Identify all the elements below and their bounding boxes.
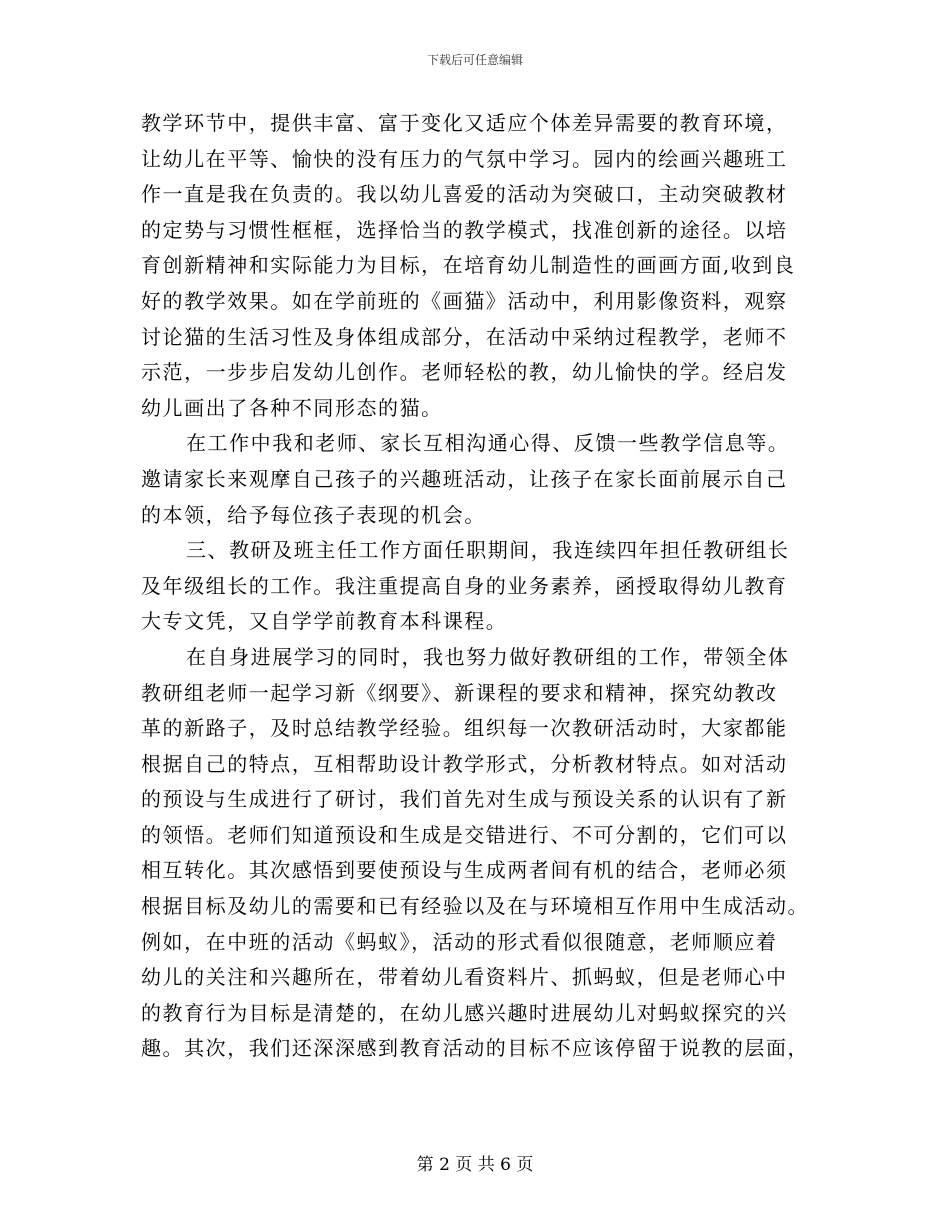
- text-line: 让幼儿在平等、愉快的没有压力的气氛中学习。园内的绘画兴趣班工: [141, 146, 788, 171]
- text-line: 讨论猫的生活习性及身体组成部分，在活动中采纳过程教学，老师不: [141, 324, 788, 349]
- text-line: 好的教学效果。如在学前班的《画猫》活动中，利用影像资料，观察: [141, 288, 788, 313]
- text-line: 革的新路子，及时总结教学经验。组织每一次教研活动时，大家都能: [141, 716, 788, 741]
- text-line: 示范，一步步启发幼儿创作。老师轻松的教，幼儿愉快的学。经启发: [141, 360, 788, 385]
- page-header-note: 下载后可任意编辑: [426, 53, 523, 67]
- text-line: 的教育行为目标是清楚的，在幼儿感兴趣时进展幼儿对蚂蚁探究的兴: [141, 1000, 788, 1025]
- text-line: 趣。其次，我们还深深感到教育活动的目标不应该停留于说教的层面，: [141, 1036, 810, 1061]
- text-line: 育创新精神和实际能力为目标，在培育幼儿制造性的画画方面,收到良: [141, 253, 796, 278]
- text-line: 根据自己的特点，互相帮助设计教学形式，分析教材特点。如对活动: [141, 751, 788, 776]
- text-line: 例如，在中班的活动《蚂蚁》，活动的形式看似很随意，老师顺应着: [141, 929, 778, 954]
- text-line: 的本领，给予每位孩子表现的机会。: [141, 502, 486, 527]
- paragraph-start-line: 在自身进展学习的同时，我也努力做好教研组的工作，带领全体: [186, 644, 790, 669]
- text-line: 教学环节中，提供丰富、富于变化又适应个体差异需要的教育环境，: [141, 111, 788, 135]
- text-line: 作一直是我在负责的。我以幼儿喜爱的活动为突破口，主动突破教材: [141, 182, 788, 207]
- text-line: 及年级组长的工作。我注重提高自身的业务素养，函授取得幼儿教育: [141, 573, 788, 598]
- text-line: 相互转化。其次感悟到要使预设与生成两者间有机的结合，老师必须: [141, 858, 788, 883]
- text-line: 根据目标及幼儿的需要和已有经验以及在与环境相互作用中生成活动。: [141, 894, 810, 919]
- text-line: 的领悟。老师们知道预设和生成是交错进行、不可分割的，它们可以: [141, 822, 788, 847]
- page-number-footer: 第 2 页 共 6 页: [416, 1155, 534, 1175]
- text-line: 的预设与生成进行了研讨，我们首先对生成与预设关系的认识有了新: [141, 787, 788, 812]
- text-line: 教研组老师一起学习新《纲要》、新课程的要求和精神，探究幼教改: [141, 680, 778, 705]
- text-line: 大专文凭，又自学学前教育本科课程。: [141, 609, 508, 634]
- text-line: 幼儿的关注和兴趣所在，带着幼儿看资料片、抓蚂蚁，但是老师心中: [141, 965, 788, 990]
- text-line: 邀请家长来观摩自己孩子的兴趣班活动，让孩子在家长面前展示自己: [141, 466, 788, 491]
- text-line: 幼儿画出了各种不同形态的猫。: [141, 395, 443, 420]
- paragraph-start-line: 在工作中我和老师、家长互相沟通心得、反馈一些教学信息等。: [186, 431, 790, 456]
- paragraph-start-line: 三、教研及班主任工作方面任职期间，我连续四年担任教研组长: [186, 538, 790, 563]
- text-line: 的定势与习惯性框框，选择恰当的教学模式，找准创新的途径。以培: [141, 217, 788, 242]
- document-body: [141, 106, 810, 1067]
